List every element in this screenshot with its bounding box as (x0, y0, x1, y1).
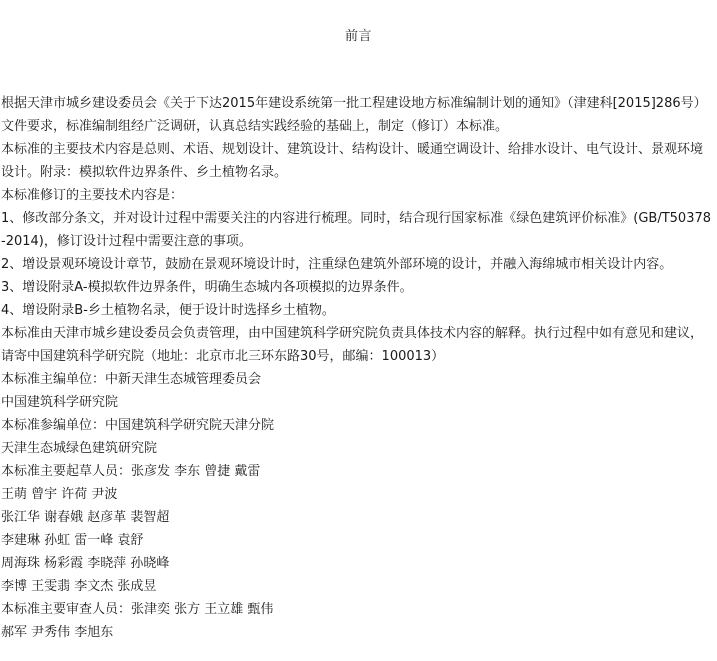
paragraph-drafters-6: 李博 王雯翡 李文杰 张成昱 (1, 579, 157, 594)
page-title: 前言 (344, 29, 372, 44)
paragraph-revision-item-1: 1、修改部分条文，并对设计过程中需要关注的内容进行梳理。同时，结合现行国家标准《绿色建筑评价标准》(GB/T50378-2014)，修订设计过程中需要注意的事项。 (1, 211, 712, 249)
paragraph-drafters-3: 张江华 谢春娥 赵彦革 裴智超 (1, 510, 170, 525)
paragraph-revision-item-2: 2、增设景观环境设计章节，鼓励在景观环境设计时，注重绿色建筑外部环境的设计，并融入海绵城市相关设计内容。 (1, 257, 673, 272)
paragraph-management: 本标准由天津市城乡建设委员会负责管理，由中国建筑科学研究院负责具体技术内容的解释。执行过程中如有意见和建议，请寄中国建筑科学研究院（地址：北京市北三环东路30号，邮编：100013） (1, 326, 704, 364)
paragraph-reviewers: 本标准主要审查人员：张津奕 张方 王立雄 甄伟 (1, 602, 274, 617)
paragraph-revision-heading: 本标准修订的主要技术内容是： (1, 188, 184, 203)
paragraph-revision-item-3: 3、增设附录A-模拟软件边界条件，明确生态城内各项模拟的边界条件。 (1, 280, 413, 295)
document-body (1, 92, 715, 644)
paragraph-drafters-2: 王萌 曾宇 许荷 尹波 (1, 487, 118, 502)
paragraph-participants: 本标准参编单位：中国建筑科学研究院天津分院 (1, 418, 275, 433)
paragraph-drafters-5: 周海珠 杨彩霞 李晓萍 孙晓峰 (1, 556, 170, 571)
paragraph-participants-2: 天津生态城绿色建筑研究院 (1, 441, 158, 456)
paragraph-reviewers-2: 郝军 尹秀伟 李旭东 (1, 625, 114, 640)
paragraph-chief-editor: 本标准主编单位：中新天津生态城管理委员会 (1, 372, 262, 387)
paragraph-chief-editor-2: 中国建筑科学研究院 (1, 395, 119, 410)
paragraph-revision-item-4: 4、增设附录B-乡土植物名录，便于设计时选择乡土植物。 (1, 303, 335, 318)
paragraph-main-content: 本标准的主要技术内容是总则、术语、规划设计、建筑设计、结构设计、暖通空调设计、给排水设计、电气设计、景观环境设计。附录：模拟软件边界条件、乡土植物名录。 (1, 142, 704, 180)
paragraph-drafters: 本标准主要起草人员：张彦发 李东 曾捷 戴雷 (1, 464, 261, 479)
paragraph-drafters-4: 李建琳 孙虹 雷一峰 袁舒 (1, 533, 144, 548)
paragraph-basis: 根据天津市城乡建设委员会《关于下达2015年建设系统第一批工程建设地方标准编制计划的通知》（津建科[2015]286号）文件要求，标准编制组经广泛调研，认真总结实践经验的基础上，制定（修订）本标准。 (1, 96, 707, 134)
